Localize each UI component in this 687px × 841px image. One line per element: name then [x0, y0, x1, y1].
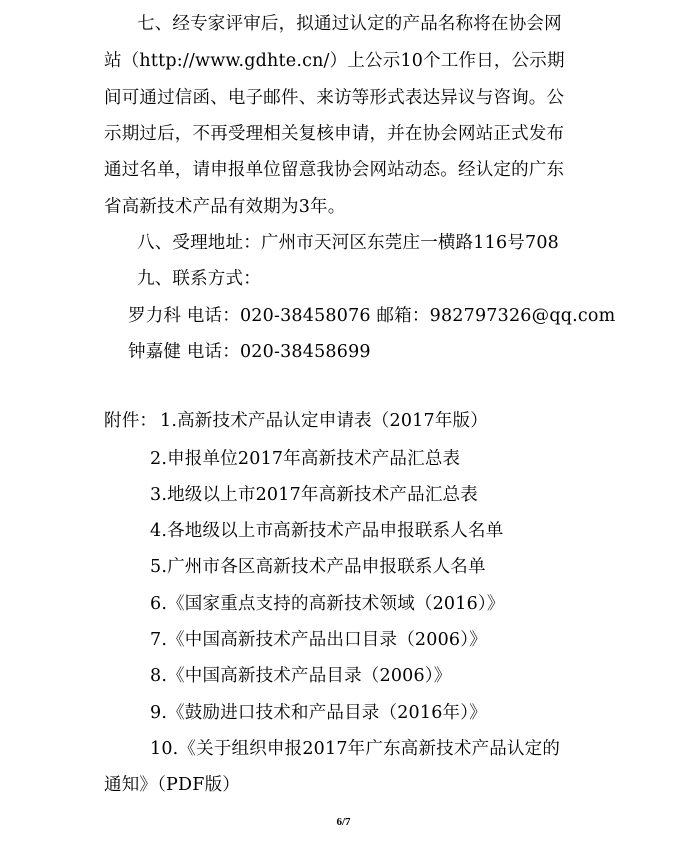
item8-address: 八、受理地址：广州市天河区东莞庄一横路116号708 [137, 233, 560, 253]
item7-line-2: 站（http://www.gdhte.cn/）上公示10个工作日，公示期 [104, 51, 565, 71]
item9-contact-heading: 九、联系方式： [137, 269, 261, 289]
attachment-item-6: 6.《国家重点支持的高新技术领域（2016）》 [150, 594, 505, 614]
attachment-item-1: 1.高新技术产品认定申请表（2017年版） [160, 411, 488, 431]
item7-line-6: 省高新技术产品有效期为3年。 [104, 197, 346, 217]
attachment-item-8: 8.《中国高新技术产品目录（2006）》 [150, 666, 452, 686]
attachment-item-3: 3.地级以上市2017年高新技术产品汇总表 [150, 485, 478, 505]
attachment-item-2: 2.申报单位2017年高新技术产品汇总表 [150, 449, 461, 469]
attachment-item-10-continuation: 通知》（PDF版） [104, 775, 240, 795]
page-number: 6/7 [336, 816, 351, 828]
item7-line-5: 通过名单，请申报单位留意我协会网站动态。经认定的广东 [104, 160, 565, 180]
attachment-item-10: 10.《关于组织申报2017年广东高新技术产品认定的 [150, 739, 561, 759]
attachment-item-5: 5.广州市各区高新技术产品申报联系人名单 [150, 557, 486, 577]
item7-line-3: 间可通过信函、电子邮件、来访等形式表达异议与咨询。公 [104, 88, 565, 108]
item7-line-4: 示期过后，不再受理相关复核申请，并在协会网站正式发布 [104, 124, 565, 144]
attachments-label: 附件： [104, 411, 158, 431]
contact-1: 罗力科 电话：020-38458076 邮箱：982797326@qq.com [128, 306, 616, 326]
contact-2: 钟嘉健 电话：020-38458699 [128, 342, 371, 362]
attachment-item-4: 4.各地级以上市高新技术产品申报联系人名单 [150, 521, 504, 541]
item7-line-1: 七、经专家评审后，拟通过认定的产品名称将在协会网 [137, 14, 562, 34]
attachment-item-7: 7.《中国高新技术产品出口目录（2006）》 [150, 630, 487, 650]
attachment-item-9: 9.《鼓励进口技术和产品目录（2016年）》 [150, 703, 487, 723]
